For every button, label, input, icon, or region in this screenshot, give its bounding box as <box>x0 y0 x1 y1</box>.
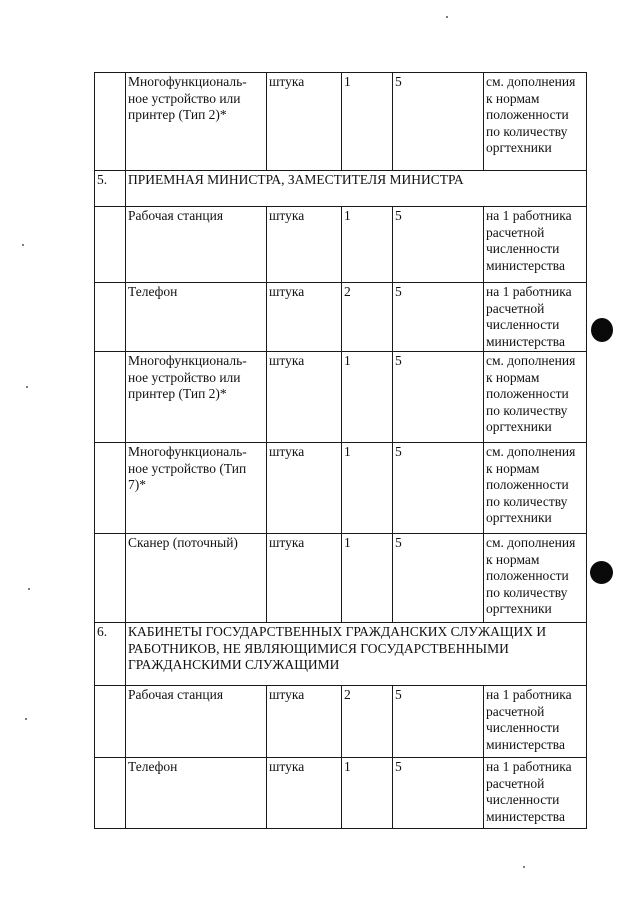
note-cell: см. дополнения к нормам положенности по количеству оргтехники <box>484 443 587 534</box>
table-row <box>95 352 587 443</box>
punch-hole-mark <box>590 561 613 584</box>
item-name-cell: Многофункциональ-ное устройство или принтер (Тип 2)* <box>126 352 267 443</box>
quantity-cell: 1 <box>342 758 393 829</box>
table-row <box>95 443 587 534</box>
row-number-cell <box>95 73 126 171</box>
section-row <box>95 171 587 207</box>
section-title: КАБИНЕТЫ ГОСУДАРСТВЕННЫХ ГРАЖДАНСКИХ СЛУЖАЩИХ И РАБОТНИКОВ, НЕ ЯВЛЯЮЩИМИСЯ ГОСУДАРСТВЕННЫМИ ГРАЖДАНСКИМИ СЛУЖАЩИМИ <box>126 623 587 686</box>
table-row <box>95 73 587 171</box>
item-name-cell: Телефон <box>126 758 267 829</box>
row-number-cell <box>95 283 126 352</box>
term-cell: 5 <box>393 758 484 829</box>
quantity-cell: 2 <box>342 686 393 758</box>
table-row <box>95 686 587 758</box>
scan-speck <box>446 16 448 18</box>
quantity-cell: 1 <box>342 352 393 443</box>
term-cell: 5 <box>393 534 484 623</box>
section-title: ПРИЕМНАЯ МИНИСТРА, ЗАМЕСТИТЕЛЯ МИНИСТРА <box>126 171 587 207</box>
quantity-cell: 1 <box>342 534 393 623</box>
unit-cell: штука <box>267 686 342 758</box>
quantity-cell: 2 <box>342 283 393 352</box>
quantity-cell: 1 <box>342 443 393 534</box>
row-number-cell <box>95 758 126 829</box>
term-cell: 5 <box>393 283 484 352</box>
table-row <box>95 758 587 829</box>
term-cell: 5 <box>393 686 484 758</box>
item-name-cell: Рабочая станция <box>126 207 267 283</box>
note-cell: на 1 работника расчетной численности министерства <box>484 758 587 829</box>
item-name-cell: Рабочая станция <box>126 686 267 758</box>
note-cell: на 1 работника расчетной численности министерства <box>484 686 587 758</box>
scan-speck <box>28 588 30 590</box>
scan-speck <box>26 386 28 388</box>
quantity-cell: 1 <box>342 207 393 283</box>
table-row <box>95 283 587 352</box>
unit-cell: штука <box>267 283 342 352</box>
term-cell: 5 <box>393 443 484 534</box>
scan-speck <box>22 244 24 246</box>
scan-speck <box>25 718 27 720</box>
unit-cell: штука <box>267 758 342 829</box>
note-cell: на 1 работника расчетной численности министерства <box>484 283 587 352</box>
row-number-cell <box>95 443 126 534</box>
section-row <box>95 623 587 686</box>
row-number-cell <box>95 534 126 623</box>
note-cell: см. дополнения к нормам положенности по количеству оргтехники <box>484 534 587 623</box>
row-number-cell <box>95 686 126 758</box>
unit-cell: штука <box>267 534 342 623</box>
item-name-cell: Телефон <box>126 283 267 352</box>
section-number: 5. <box>95 171 126 207</box>
table-row <box>95 534 587 623</box>
unit-cell: штука <box>267 207 342 283</box>
note-cell: см. дополнения к нормам положенности по количеству оргтехники <box>484 352 587 443</box>
scan-speck <box>523 866 525 868</box>
term-cell: 5 <box>393 352 484 443</box>
term-cell: 5 <box>393 73 484 171</box>
unit-cell: штука <box>267 352 342 443</box>
unit-cell: штука <box>267 443 342 534</box>
row-number-cell <box>95 352 126 443</box>
punch-hole-mark <box>591 318 613 342</box>
item-name-cell: Многофункциональ-ное устройство (Тип 7)* <box>126 443 267 534</box>
section-number: 6. <box>95 623 126 686</box>
row-number-cell <box>95 207 126 283</box>
unit-cell: штука <box>267 73 342 171</box>
quantity-cell: 1 <box>342 73 393 171</box>
note-cell: см. дополнения к нормам положенности по количеству оргтехники <box>484 73 587 171</box>
note-cell: на 1 работника расчетной численности министерства <box>484 207 587 283</box>
term-cell: 5 <box>393 207 484 283</box>
norms-table <box>94 72 587 829</box>
item-name-cell: Сканер (поточный) <box>126 534 267 623</box>
item-name-cell: Многофункциональ-ное устройство или принтер (Тип 2)* <box>126 73 267 171</box>
table-row <box>95 207 587 283</box>
